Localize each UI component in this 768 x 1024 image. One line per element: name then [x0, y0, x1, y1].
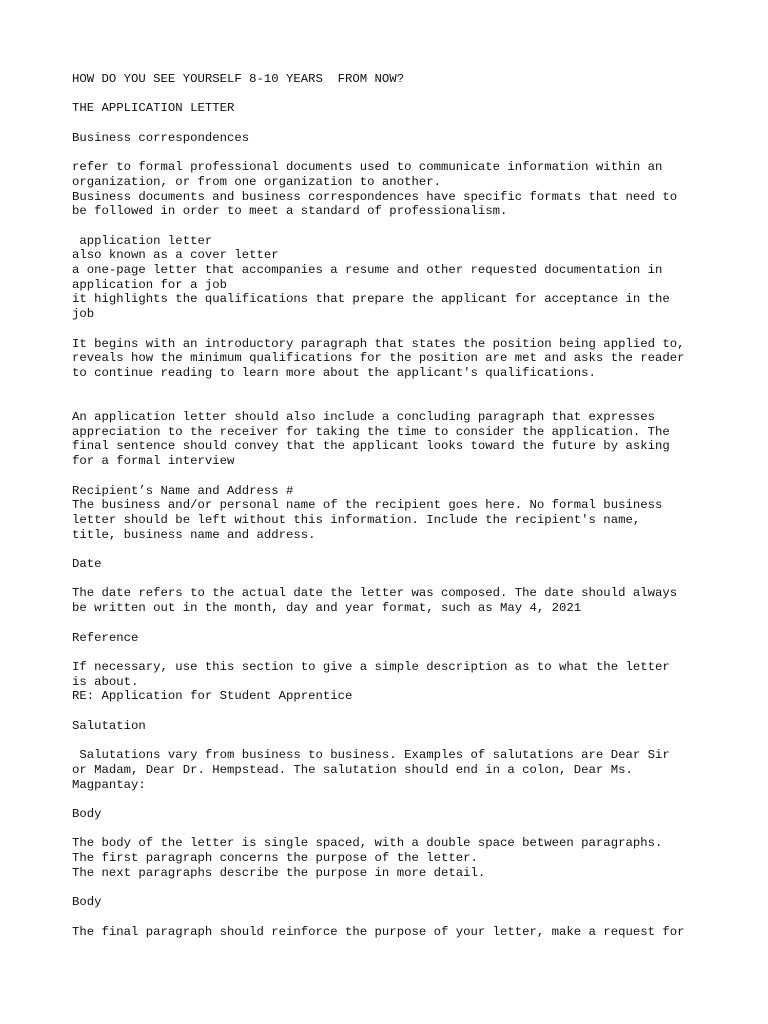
text-line: or Madam, Dear Dr. Hempstead. The salutation should end in a colon, Dear Ms. [72, 762, 633, 777]
paragraph [72, 660, 712, 704]
paragraph [72, 719, 712, 734]
text-line: job [72, 307, 95, 322]
paragraph [72, 925, 712, 940]
paragraph [72, 836, 712, 880]
text-line: The date refers to the actual date the letter was composed. The date should always [72, 586, 678, 601]
paragraph [72, 807, 712, 822]
text-line: application for a job [72, 277, 227, 292]
text-line: is about. [72, 674, 139, 689]
paragraph [72, 631, 712, 646]
paragraph [72, 160, 712, 219]
text-line: The next paragraphs describe the purpose in more detail. [72, 865, 486, 880]
paragraph [72, 557, 712, 572]
text-line: Business documents and business correspondences have specific formats that need to [72, 189, 678, 204]
text-line: Reference [72, 630, 139, 645]
text-line: Recipient’s Name and Address # [72, 483, 294, 498]
text-line: HOW DO YOU SEE YOURSELF 8-10 YEARS FROM NOW? [72, 72, 405, 86]
text-line: RE: Application for Student Apprentice [72, 689, 353, 704]
paragraph [72, 748, 712, 792]
text-line [72, 381, 712, 396]
paragraph [72, 101, 712, 116]
text-line: it highlights the qualifications that prepare the applicant for acceptance in the [72, 292, 670, 307]
text-line: Date [72, 557, 102, 572]
paragraph [72, 337, 712, 396]
text-line: THE APPLICATION LETTER [72, 101, 235, 116]
text-line: final sentence should convey that the applicant looks toward the future by asking [72, 439, 670, 454]
document-body [72, 72, 712, 954]
text-line: appreciation to the receiver for taking the time to consider the application. The [72, 424, 670, 439]
paragraph [72, 234, 712, 322]
paragraph [72, 410, 712, 469]
text-line: a one-page letter that accompanies a resume and other requested documentation in [72, 263, 663, 278]
text-line: reveals how the minimum qualifications for the position are met and asks the reader [72, 351, 685, 366]
text-line: The business and/or personal name of the recipient goes here. No formal business [72, 498, 663, 513]
text-line: An application letter should also include a concluding paragraph that expresses [72, 410, 655, 425]
text-line: also known as a cover letter [72, 248, 279, 263]
text-line: to continue reading to learn more about the applicant's qualifications. [72, 365, 596, 380]
text-line: be written out in the month, day and year format, such as May 4, 2021 [72, 601, 582, 616]
text-line: It begins with an introductory paragraph that states the position being applied to, [72, 336, 685, 351]
text-line: If necessary, use this section to give a simple description as to what the letter [72, 659, 670, 674]
paragraph [72, 131, 712, 146]
text-line: refer to formal professional documents used to communicate information within an [72, 160, 663, 175]
paragraph [72, 586, 712, 615]
text-line: Body [72, 806, 102, 821]
paragraph [72, 72, 712, 87]
text-line: organization, or from one organization to another. [72, 174, 441, 189]
text-line: The final paragraph should reinforce the purpose of your letter, make a request for [72, 924, 685, 939]
paragraph [72, 484, 712, 543]
text-line: for a formal interview [72, 454, 235, 469]
text-line: The body of the letter is single spaced, with a double space between paragraphs. [72, 836, 663, 851]
paragraph [72, 895, 712, 910]
text-line: application letter [72, 233, 213, 248]
text-line: Business correspondences [72, 130, 250, 145]
text-line: The first paragraph concerns the purpose of the letter. [72, 851, 478, 866]
text-line: Salutation [72, 718, 146, 733]
text-line: Salutations vary from business to business. Examples of salutations are Dear Sir [72, 748, 670, 763]
text-line: be followed in order to meet a standard of professionalism. [72, 204, 508, 219]
text-line: title, business name and address. [72, 527, 316, 542]
text-line: letter should be left without this information. Include the recipient's name, [72, 512, 641, 527]
text-line: Body [72, 895, 102, 910]
text-line: Magpantay: [72, 777, 146, 792]
